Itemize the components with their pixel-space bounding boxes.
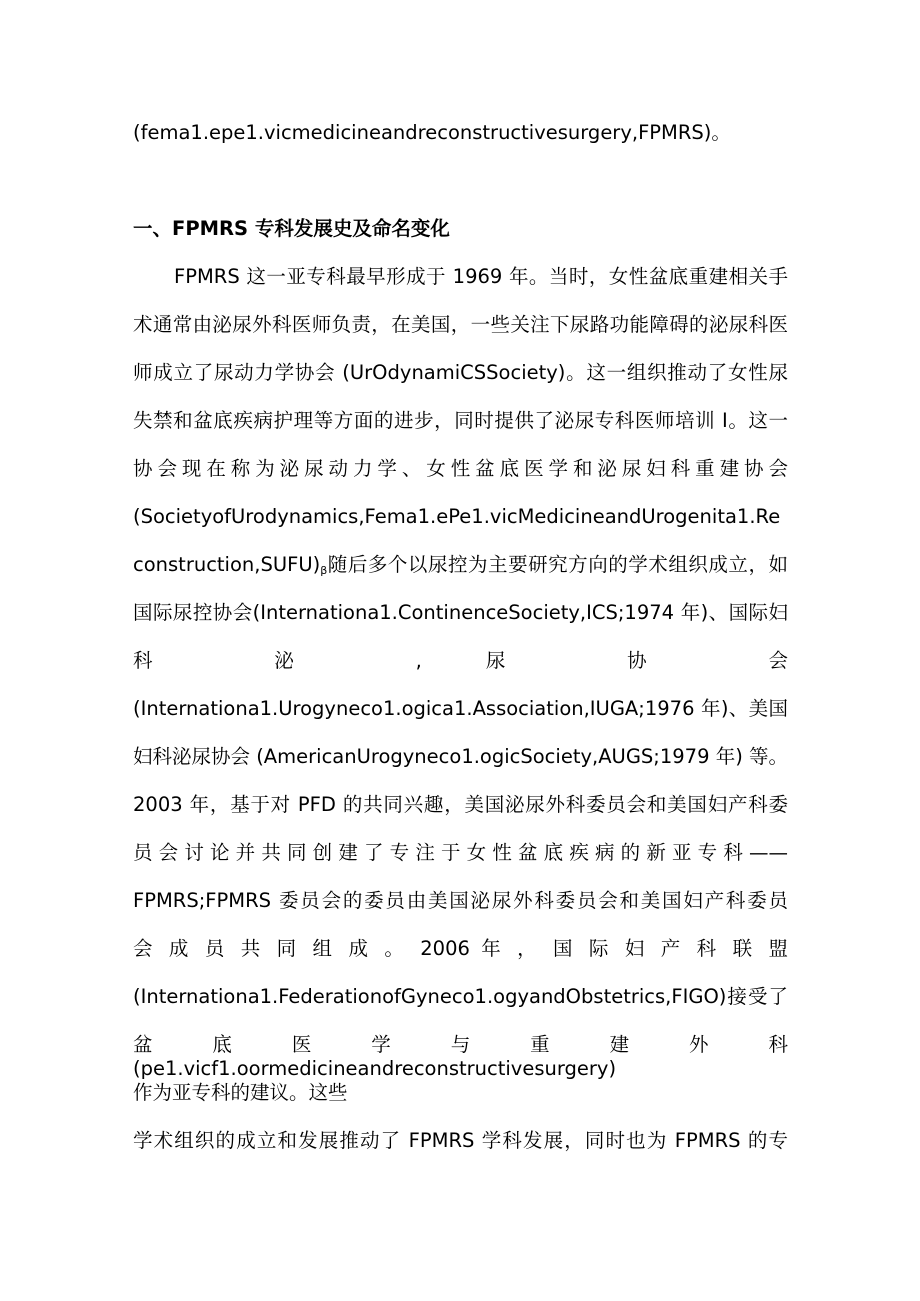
- text-line: 2003 年，基于对 PFD 的共同兴趣，美国泌尿外科委员会和美国妇产科委: [133, 793, 788, 816]
- text-line: [133, 553, 788, 583]
- text-line: 妇科泌尿协会 (AmericanUrogyneco1.ogicSociety,AUGS;1979 年) 等。: [133, 745, 789, 768]
- text-line: (Internationa1.Urogyneco1.ogica1.Association,IUGA;1976 年)、美国: [133, 697, 788, 720]
- text-line: (SocietyofUrodynamics,Fema1.ePe1.vicMedicineandUrogenita1.Re: [133, 505, 781, 528]
- text-fragment: 随后多个以尿控为主要研究方向的学术组织成立，如: [327, 553, 788, 576]
- section-heading: 一、FPMRS 专科发展史及命名变化: [133, 217, 450, 240]
- text-line: 科 泌 , 尿 协 会: [133, 649, 788, 672]
- text-line: 失禁和盆底疾病护理等方面的进步，同时提供了泌尿专科医师培训 I。这一: [133, 409, 788, 432]
- text-line: 员会讨论并共同创建了专注于女性盆底疾病的新亚专科——: [133, 841, 788, 864]
- text-line: 学术组织的成立和发展推动了 FPMRS 学科发展，同时也为 FPMRS 的专: [133, 1129, 788, 1152]
- text-line: 协会现在称为泌尿动力学、女性盆底医学和泌尿妇科重建协会: [133, 457, 788, 480]
- subscript-mark: β: [320, 564, 328, 577]
- text-line: 作为亚专科的建议。这些: [133, 1081, 348, 1104]
- text-line: FPMRS;FPMRS 委员会的委员由美国泌尿外科委员会和美国妇产科委员: [133, 889, 788, 912]
- text-fragment: construction,SUFU): [133, 553, 321, 576]
- text-line: 盆底医学与重建外科 (pe1.vicf1.oormedicineandreconstructivesurgery): [133, 1033, 788, 1080]
- text-line: 会 成 员 共 同 组 成 。 2006 年 ， 国 际 妇 产 科 联 盟: [133, 937, 788, 960]
- text-line: FPMRS 这一亚专科最早形成于 1969 年。当时，女性盆底重建相关手: [174, 265, 788, 288]
- text-line: (Internationa1.FederationofGyneco1.ogyandObstetrics,FIGO)接受了: [133, 985, 788, 1008]
- text-line: (fema1.epe1.vicmedicineandreconstructivesurgery,FPMRS)。: [133, 121, 731, 144]
- text-line: 术通常由泌尿外科医师负责，在美国，一些关注下尿路功能障碍的泌尿科医: [133, 313, 788, 336]
- text-line: 师成立了尿动力学协会 (UrOdynamiCSSociety)。这一组织推动了女性尿: [133, 361, 788, 384]
- text-line: 国际尿控协会(Internationa1.ContinenceSociety,ICS;1974 年)、国际妇: [133, 601, 788, 624]
